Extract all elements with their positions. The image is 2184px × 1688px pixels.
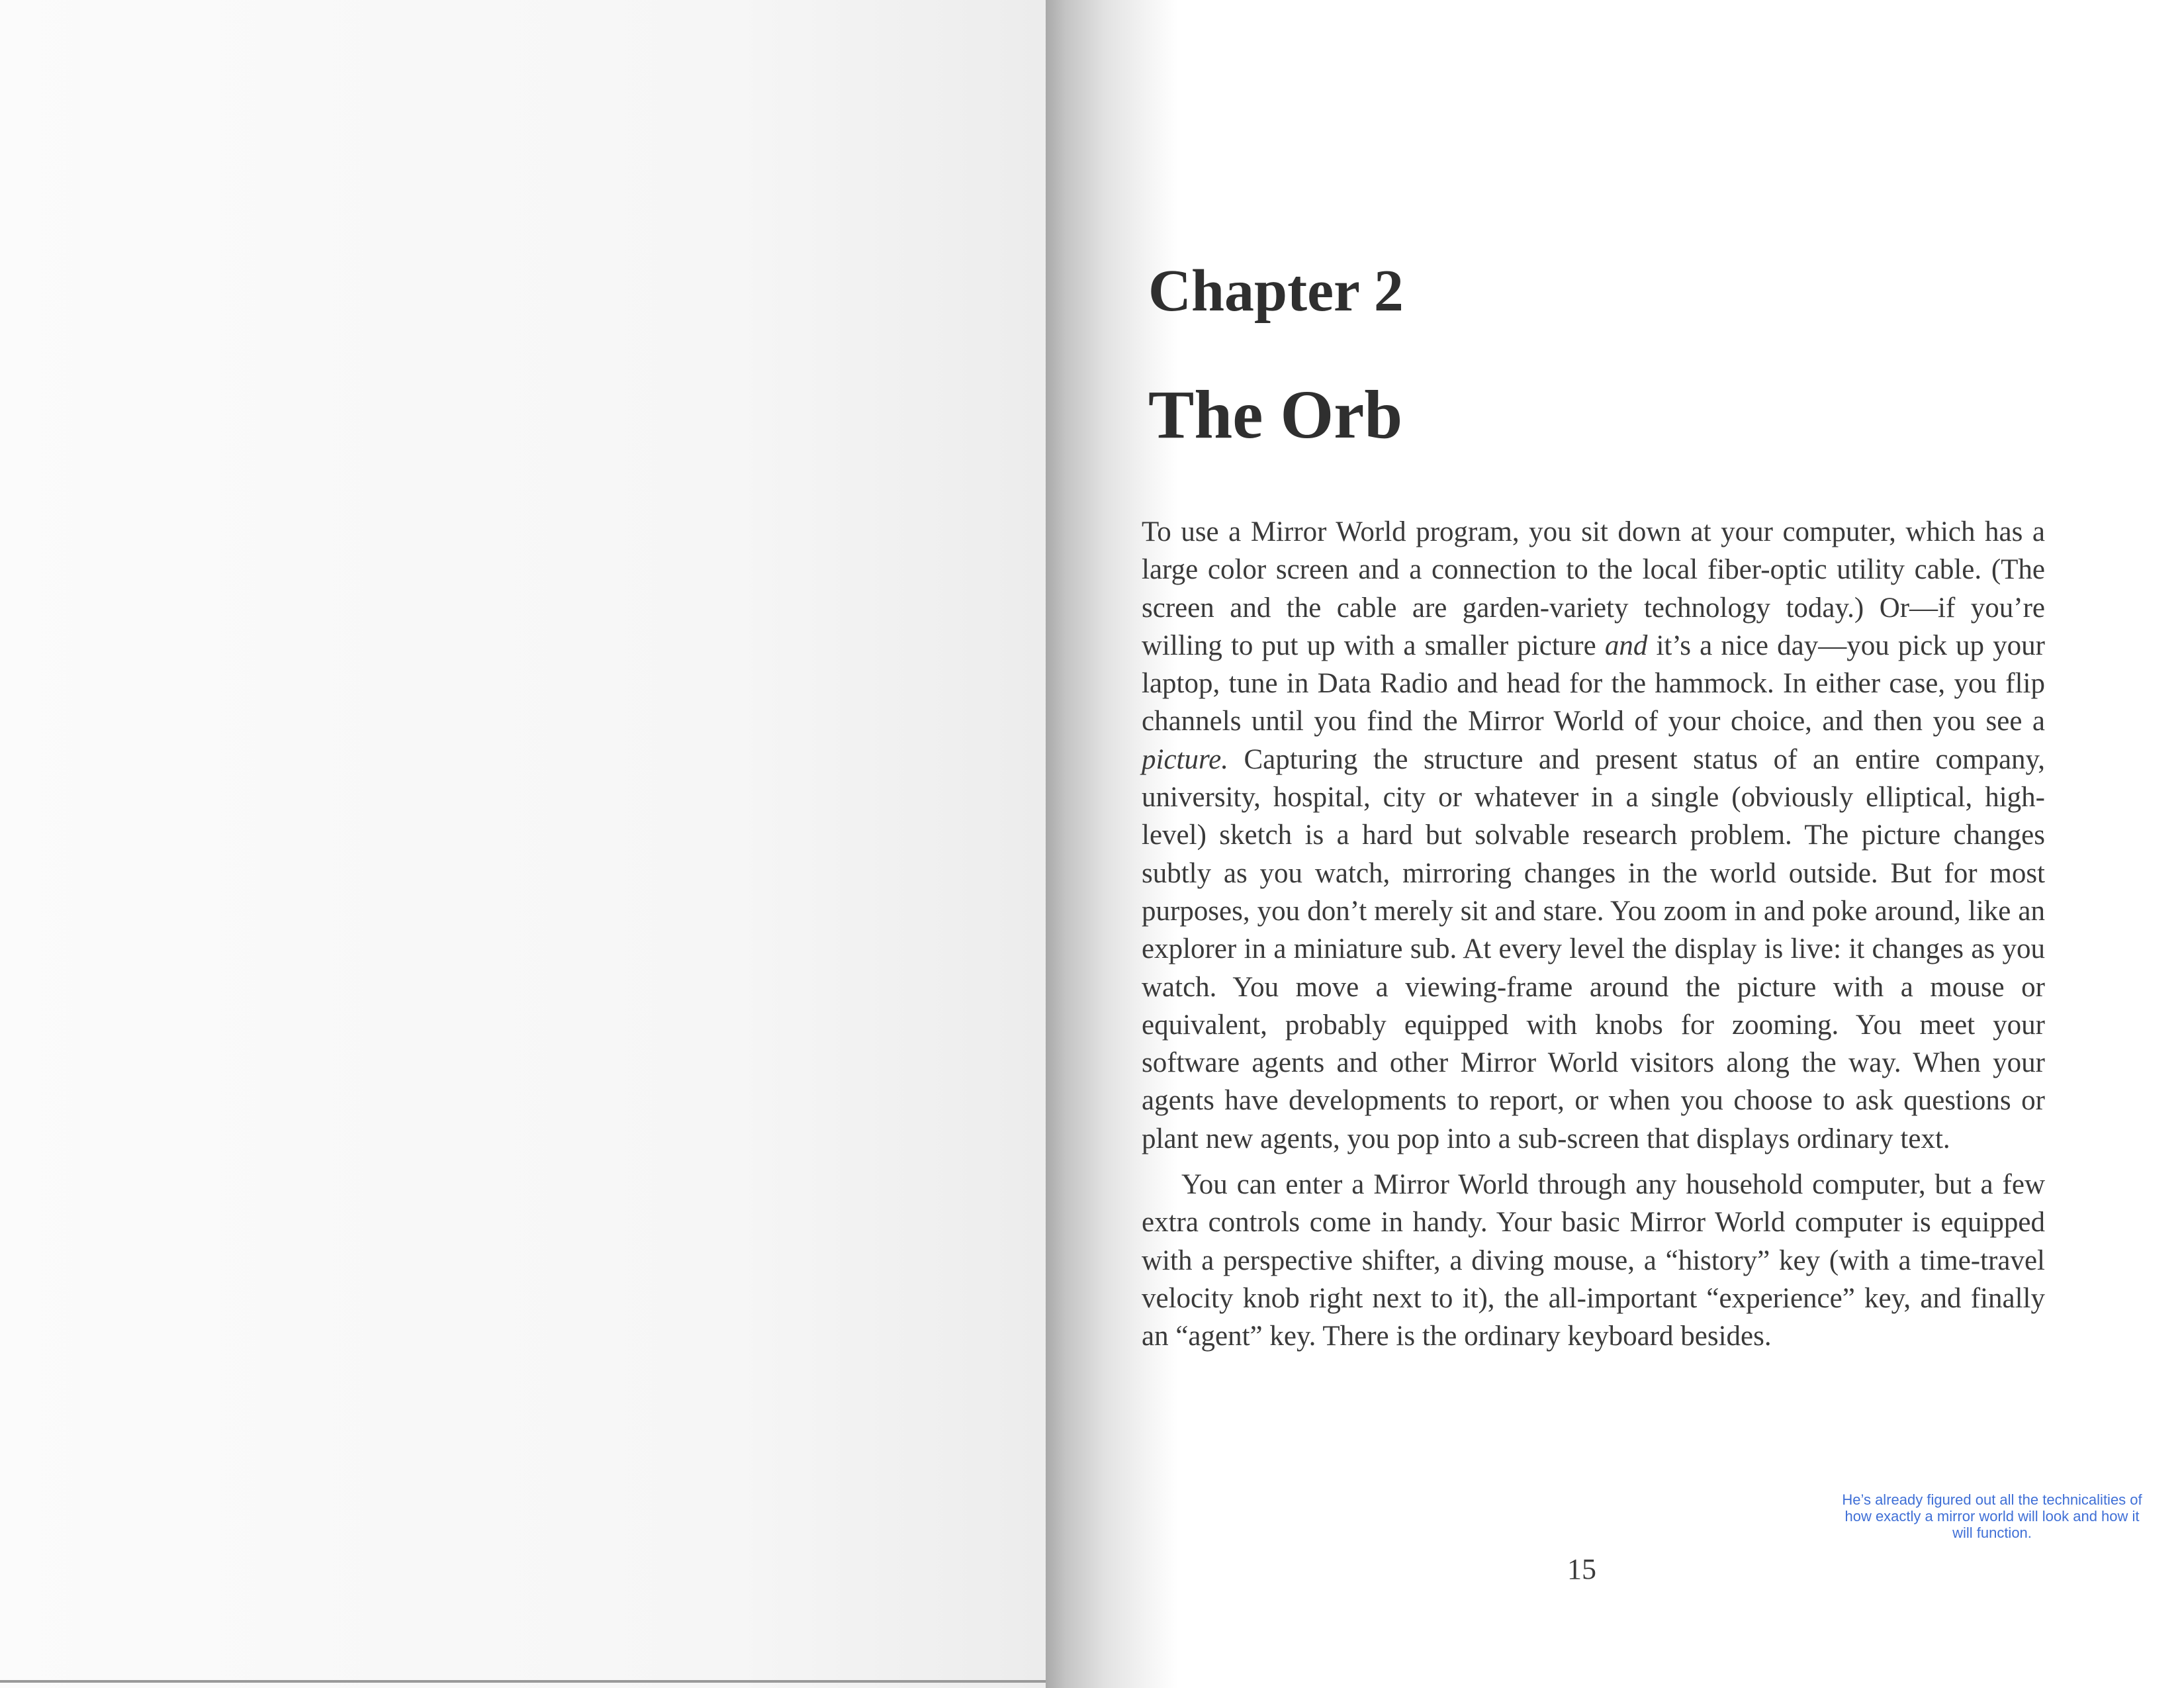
chapter-title: The Orb [1148, 377, 1403, 453]
paragraph-1-text-a: To use a Mirror World program, you sit down at your computer, which has a large color screen and a connection to the local fiber-optic utility cable. (The screen and the cable are garden-variety technology today.) Or—if you’re willing to put up with a smaller picture [1142, 516, 2045, 661]
paragraph-1-text-b: it’s a nice day—you pick up your laptop, tune in Data Radio and head for the hammock. In either case, you flip channels until you find the Mirror World of your choice, and then you see a [1142, 630, 2046, 737]
paragraph-1 [1142, 513, 2045, 1158]
paragraph-2: You can enter a Mirror World through any household computer, but a few extra controls come in handy. Your basic Mirror World computer is equipped with a perspective shifter, a diving mouse, a “history” key (with a time-travel velocity knob right next to it), the all-important “experience” key, and finally an “agent” key. There is the ordinary keyboard besides. [1142, 1169, 2045, 1352]
paragraph-1-text-c: Capturing the structure and present status of an entire company, university, hospital, city or whatever in a single (obviously elliptical, high-level) sketch is a hard but solvable research problem. The picture changes subtly as you watch, mirroring changes in the world outside. But for most purposes, you don’t merely sit and stare. You zoom in and poke around, like an explorer in a miniature sub. At every level the display is live: it changes as you watch. You move a viewing-frame around the picture with a mouse or equivalent, probably equipped with knobs for zooming. You meet your software agents and other Mirror World visitors along the way. When your agents have developments to report, or when you choose to ask questions or plant new agents, you pop into a sub-screen that displays ordinary text. [1142, 743, 2045, 1154]
chapter-label: Chapter 2 [1148, 258, 1404, 324]
page-edge-rule [0, 1680, 1059, 1683]
emphasis-and: and [1604, 630, 1648, 661]
left-page [0, 0, 1046, 1688]
emphasis-picture: picture. [1142, 743, 1228, 775]
margin-annotation: He’s already figured out all the technicalities of how exactly a mirror world will look and how it will function. [1842, 1491, 2142, 1541]
chapter-body [1142, 513, 2045, 1356]
page-number: 15 [1567, 1553, 1596, 1585]
